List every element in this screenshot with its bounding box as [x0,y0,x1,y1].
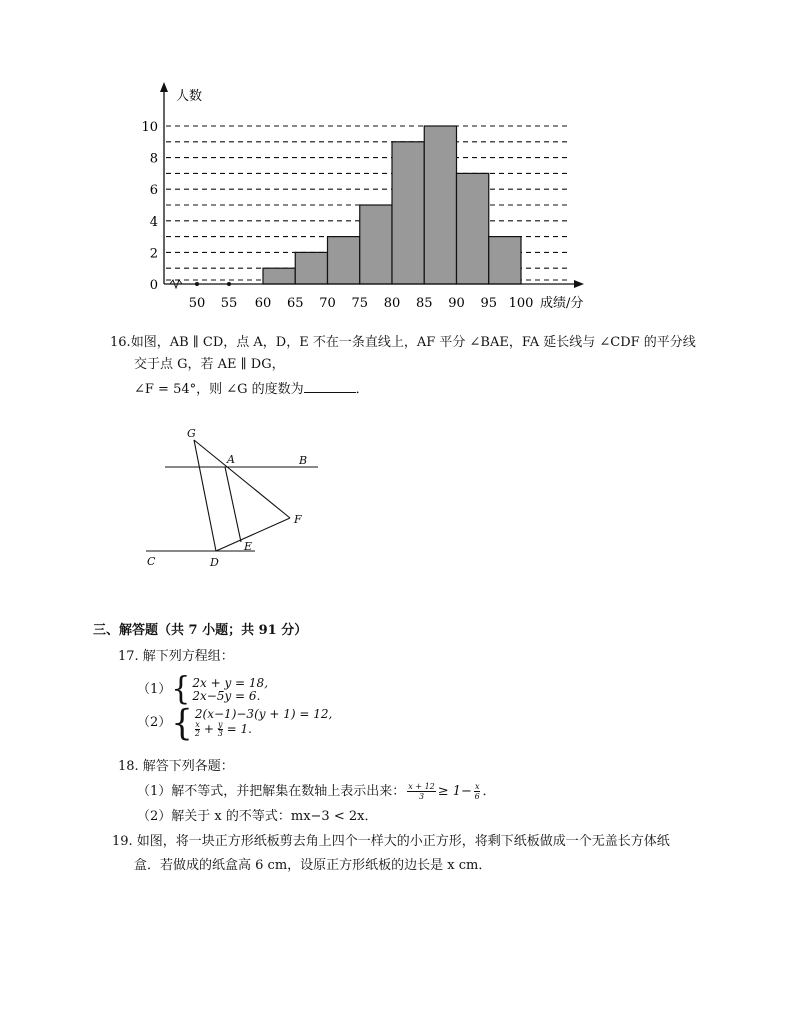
frac-num: y [218,720,223,729]
fraction [474,782,481,801]
q16-line3 [134,380,369,399]
chart-y-ticks [141,120,158,293]
y-tick-label: 8 [149,151,158,167]
q16-text3: ∠F = 54°，则 ∠G 的度数为 [134,382,304,397]
y-tick-label: 2 [149,246,158,262]
q18-p1-end: ． [482,784,496,799]
q16-line2: 交于点 G，若 AE ∥ DG， [134,357,285,372]
axis-dot [195,282,199,286]
histogram-bar [424,126,456,284]
segment-gf [194,440,290,518]
label-a: A [227,453,235,466]
x-axis-label: 成绩/分 [540,296,584,311]
x-tick-label: 80 [383,296,401,311]
histogram-bar [457,173,489,284]
axis-dot [227,282,231,286]
label-c: C [147,555,156,568]
x-tick-label: 65 [286,296,304,311]
q18-p1-mid: ≥ 1− [437,784,472,799]
q19-line1: 19. 如图，将一块正方形纸板剪去角上四个一样大的小正方形，将剩下纸板做成一个无盖长方体纸 [112,834,670,849]
histogram-bar [489,237,521,284]
histogram-bar [360,205,392,284]
x-tick-label: 85 [415,296,433,311]
q17-p2-eq2 [195,721,332,738]
q17-p2-label: （2） [137,715,172,730]
label-e: E [244,540,253,553]
segment-ae [225,467,241,542]
label-f: F [294,513,302,526]
q17-title: 17. 解下列方程组： [118,649,234,664]
chart-x-ticks [189,282,534,311]
section3-title: 三、解答题（共 7 小题；共 91 分） [93,623,308,638]
geometry-figure [140,420,330,575]
q17-p1-eq2: 2x−5y = 6. [192,689,261,703]
label-b: B [299,454,308,467]
histogram-bar [392,142,424,284]
histogram-bar [328,237,360,284]
frac-den: 3 [418,792,425,801]
y-tick-label: 4 [149,214,158,230]
q16-number: 16. [110,335,131,350]
label-d: D [210,556,219,569]
histogram-bar [295,252,327,284]
q18-title: 18. 解答下列各题： [118,759,234,774]
q16-text1: 如图，AB ∥ CD，点 A，D，E 不在一条直线上，AF 平分 ∠BAE，FA 延长线与 ∠CDF 的平分线 [130,335,696,350]
x-tick-label: 95 [480,296,498,311]
y-tick-label: 0 [149,278,158,293]
x-tick-label: 70 [319,296,336,311]
q17-part2 [137,702,333,744]
q18-part1 [137,782,496,801]
q19-line2: 盒．若做成的纸盒高 6 cm，设原正方形纸板的边长是 x cm． [134,858,492,873]
q17-p1-eq1: 2x + y = 18, [192,676,269,690]
x-tick-label: 50 [188,296,206,311]
x-tick-label: 55 [220,296,238,311]
segment-df [216,518,290,551]
q17-p2-eq1: 2(x−1)−3(y + 1) = 12, [194,707,333,721]
q16-line1 [110,334,696,352]
y-tick-label: 6 [149,183,158,199]
q16-period: ． [355,382,369,397]
x-tick-label: 60 [254,296,272,311]
brace-icon: { [171,671,191,708]
eq-rest: = 1. [226,722,252,736]
plus-sign: + [203,722,214,736]
segment-gd [194,440,216,551]
frac-num: x [195,720,200,729]
label-g: G [187,427,196,440]
frac-den: 3 [217,729,223,738]
q17-part1 [137,671,269,708]
frac-num: x + 12 [408,782,435,791]
q18-p1-text: （1）解不等式，并把解集在数轴上表示出来： [137,784,406,799]
histogram-bar [263,268,295,284]
q17-p1-label: （1） [137,682,172,697]
fraction [407,782,435,801]
frac-den: 2 [194,729,201,738]
y-tick-label: 10 [141,120,158,135]
frac-num: x [474,782,480,791]
frac-den: 6 [474,792,480,801]
y-axis-label: 人数 [176,89,203,104]
answer-blank[interactable] [304,380,356,393]
q18-part2: （2）解关于 x 的不等式：mx−3 < 2x． [137,809,378,824]
x-tick-label: 90 [448,296,465,311]
brace-icon: { [171,702,193,744]
x-tick-label: 75 [351,296,369,311]
histogram-chart [130,80,610,315]
x-tick-label: 100 [508,296,534,311]
